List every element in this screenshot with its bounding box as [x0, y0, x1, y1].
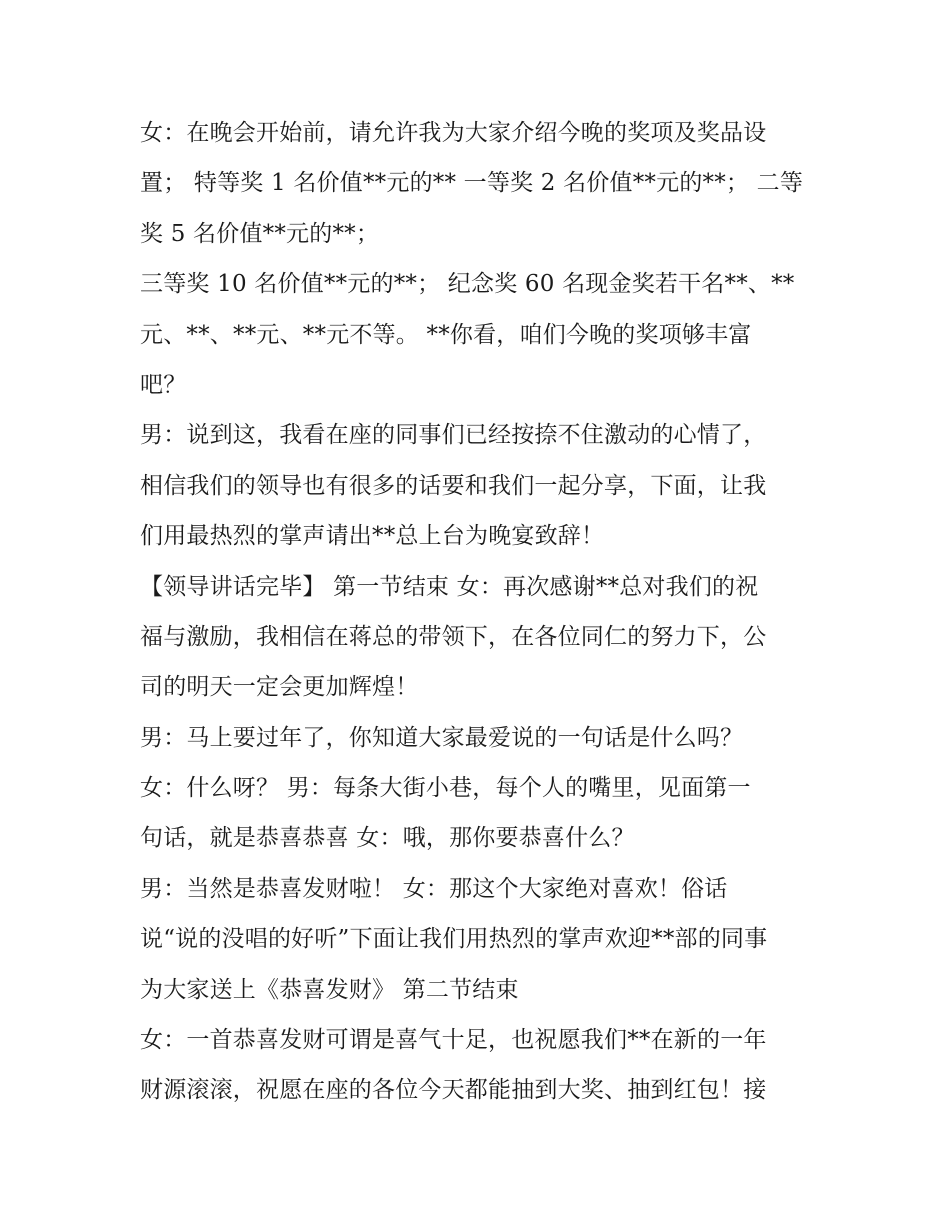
text-line-1: 女：在晚会开始前，请允许我为大家介绍今晚的奖项及奖品设	[140, 120, 767, 146]
document-body	[140, 108, 820, 1116]
text-line-7: 男：说到这，我看在座的同事们已经按捺不住激动的心情了，	[140, 422, 767, 449]
text-line-5: 元、**、**元、**元不等。 **你看，咱们今晚的奖项够丰富	[140, 321, 752, 348]
text-line-17: 说“说的没唱的好听”下面让我们用热烈的掌声欢迎**部的同事	[140, 926, 768, 953]
text-line-6: 吧？	[140, 371, 187, 398]
text-line-13: 男：马上要过年了，你知道大家最爱说的一句话是什么吗？	[140, 724, 744, 751]
text-line-12: 司的明天一定会更加辉煌！	[140, 674, 419, 701]
text-line-18: 为大家送上《恭喜发财》 第二节结束	[140, 976, 519, 1003]
text-line-19: 女：一首恭喜发财可谓是喜气十足，也祝愿我们**在新的一年	[140, 1027, 767, 1054]
text-line-20: 财源滚滚，祝愿在座的各位今天都能抽到大奖、抽到红包！接	[140, 1077, 767, 1104]
text-line-3: 奖 5 名价值**元的**；	[140, 220, 380, 247]
text-line-16: 男：当然是恭喜发财啦！ 女：那这个大家绝对喜欢！俗话	[140, 875, 728, 902]
text-line-4: 三等奖 10 名价值**元的**； 纪念奖 60 名现金奖若干名**、**	[140, 271, 795, 298]
text-line-14: 女：什么呀？ 男：每条大街小巷，每个人的嘴里，见面第一	[140, 775, 751, 802]
text-line-8: 相信我们的领导也有很多的话要和我们一起分享，下面，让我	[140, 472, 767, 499]
text-line-2: 置； 特等奖 1 名价值**元的** 一等奖 2 名价值**元的**； 二等	[140, 170, 804, 197]
text-line-9: 们用最热烈的掌声请出**总上台为晚宴致辞！	[140, 523, 605, 550]
text-line-11: 福与激励，我相信在蒋总的带领下，在各位同仁的努力下，公	[140, 623, 767, 650]
text-line-15: 句话，就是恭喜恭喜 女：哦，那你要恭喜什么？	[140, 825, 635, 852]
text-line-10: 【领导讲话完毕】 第一节结束 女：再次感谢**总对我们的祝	[140, 573, 759, 600]
